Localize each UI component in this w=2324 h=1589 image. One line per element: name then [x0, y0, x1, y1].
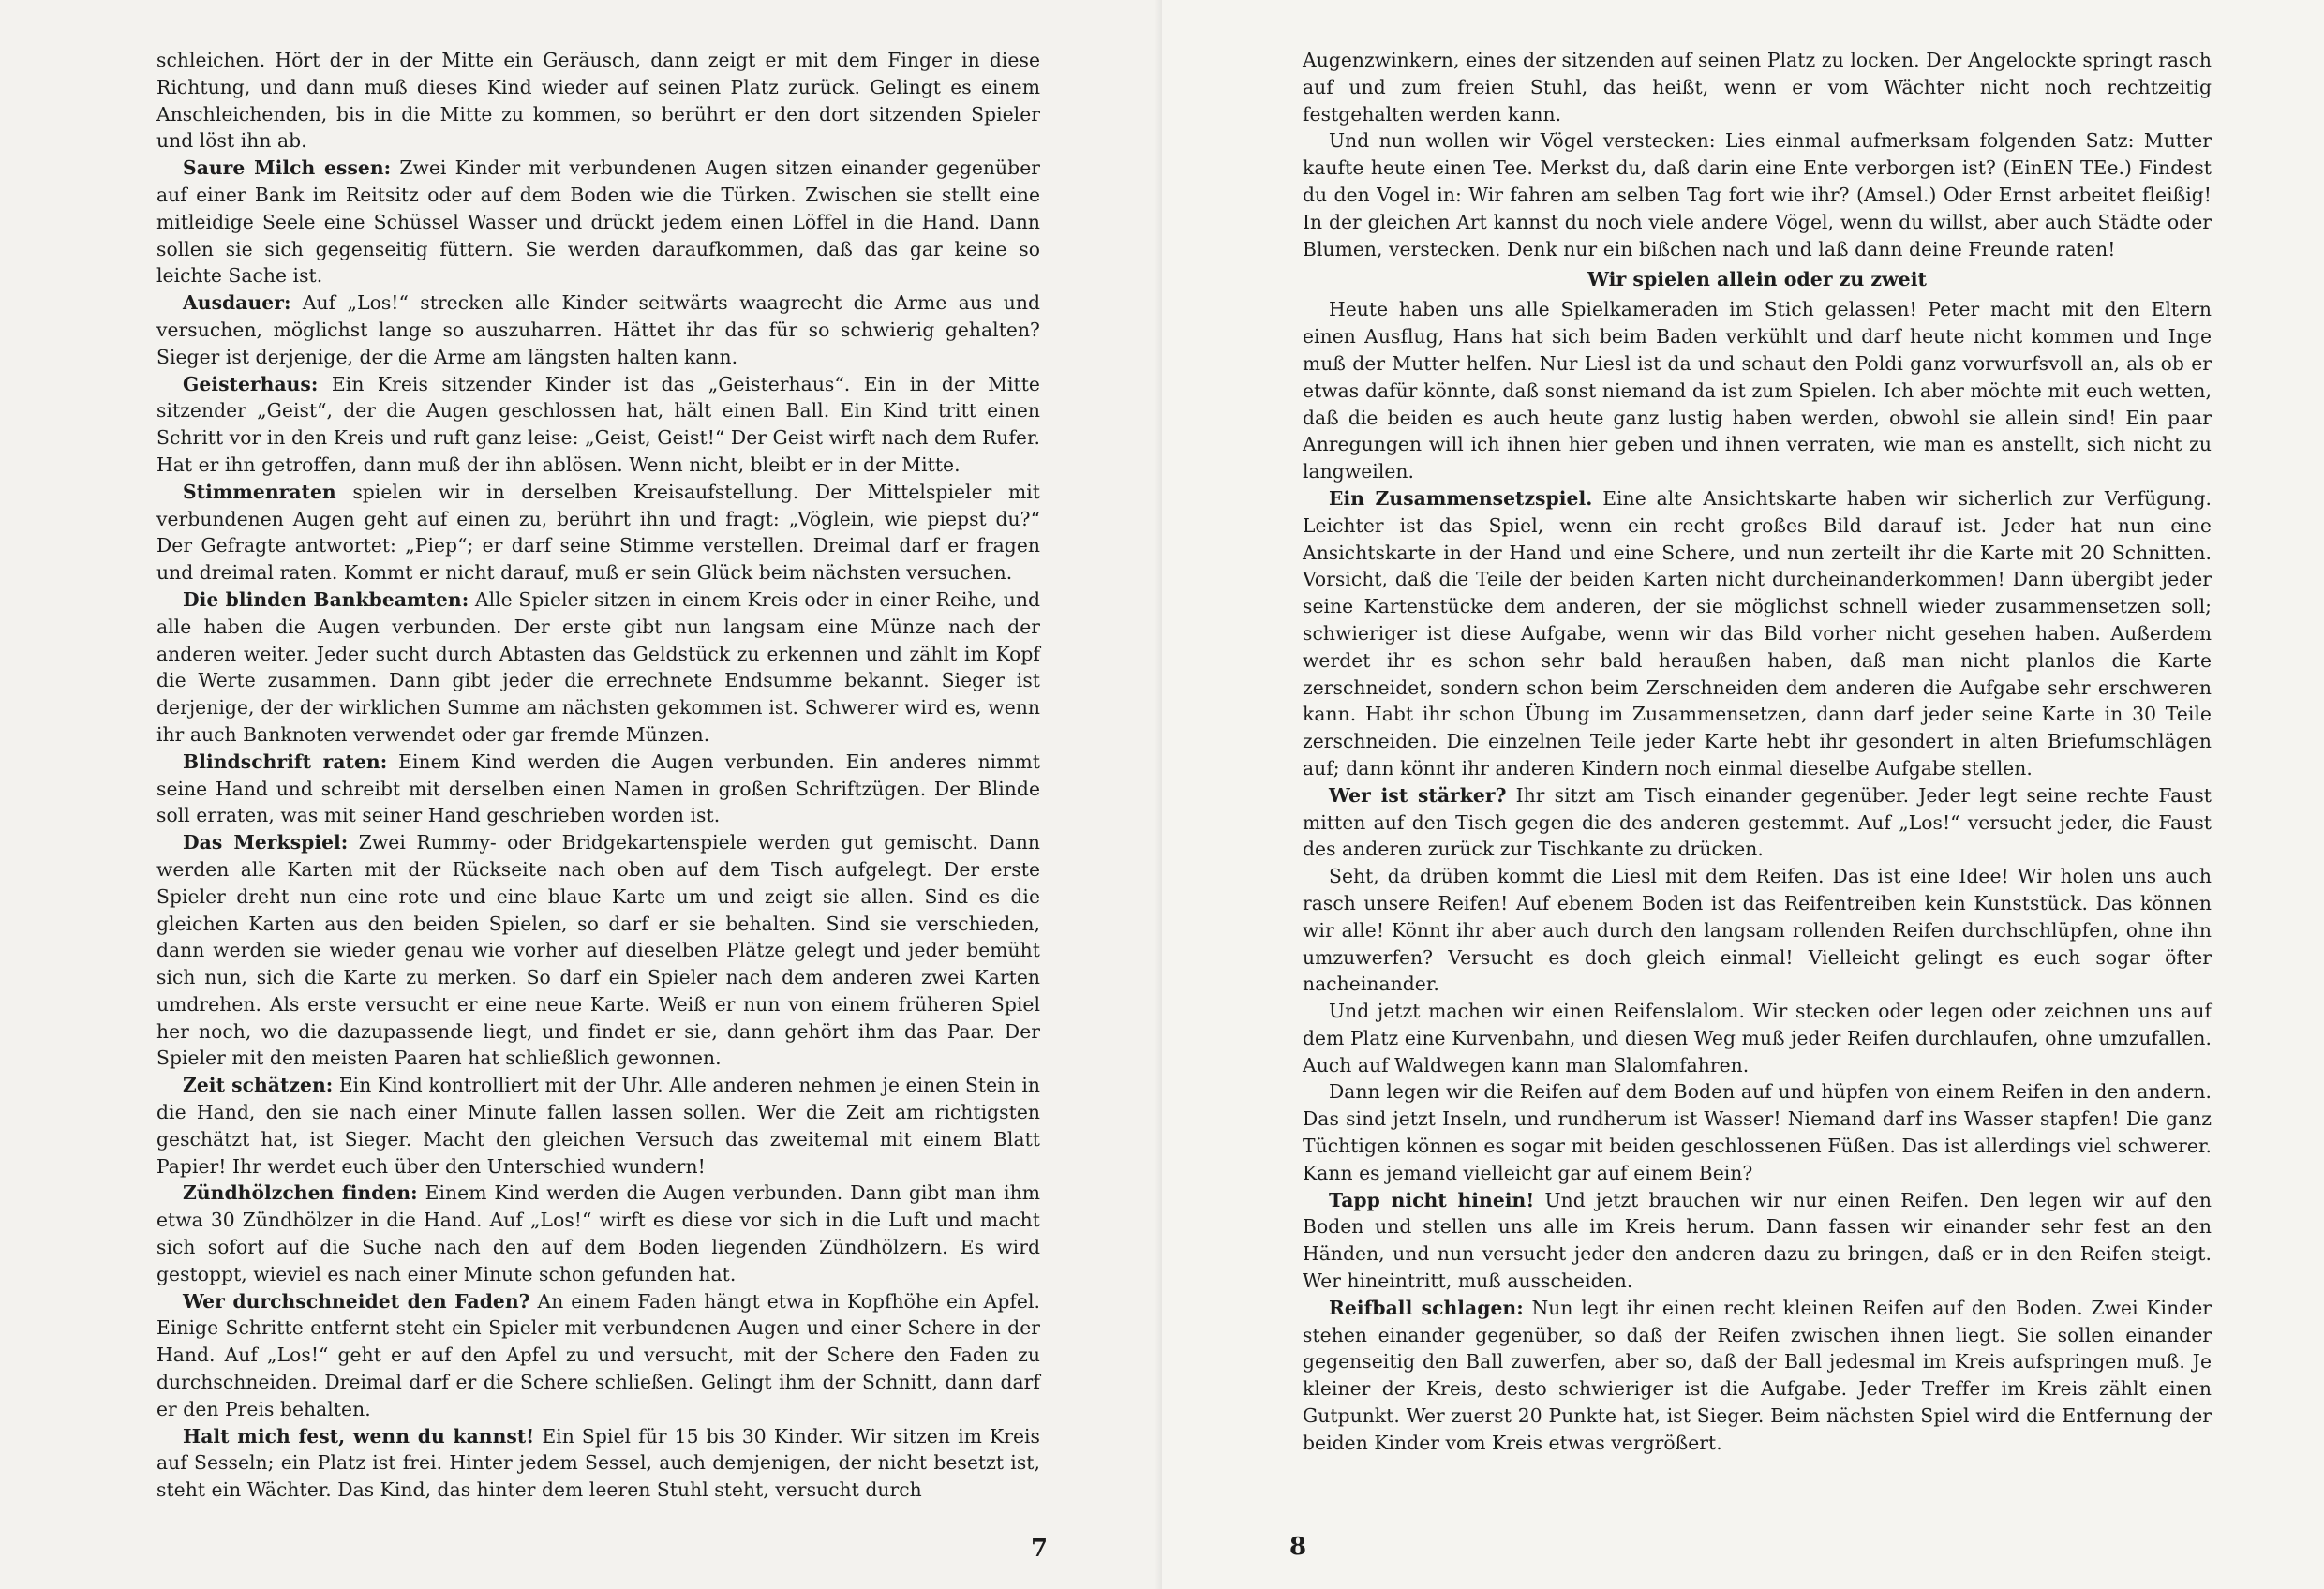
paragraph: Reifball schlagen: Nun legt ihr einen recht kleinen Reifen auf den Boden. Zwei Kinder stehen einander gegenüber, so daß der Reifen zwischen ihnen liegt. Sie sollen einander gegenseitig den Ball zuwerfen, aber so, daß der Ball jedesmal im Kreis aufspringen muß. Je kleiner der Kreis, desto schwieriger ist die Aufgabe. Jeder Treffer im Kreis zählt einen Gutpunkt. Wer zuerst 20 Punkte hat, ist Sieger. Beim nächsten Spiel wird die Entfernung der beiden Kinder vom Kreis etwas vergrößert.	[1303, 1296, 2212, 1454]
paragraph: Wer durchschneidet den Faden? An einem Faden hängt etwa in Kopfhöhe ein Apfel. Einige Schritte entfernt steht ein Spieler mit verbundenen Augen und einer Schere in der Hand. Auf „Los!“ geht er auf den Apfel zu und versucht, mit der Schere den Faden zu durchschneiden. Dreimal darf er die Schere schließen. Gelingt ihm der Schnitt, dann darf er den Preis behalten.	[156, 1289, 1040, 1420]
left-page-text	[156, 47, 1040, 1504]
paragraph: Blindschrift raten: Einem Kind werden die Augen verbunden. Ein anderes nimmt seine Hand und schreibt mit derselben einen Namen in großen Schriftzügen. Der Blinde soll erraten, was mit seiner Hand geschrieben worden ist.	[156, 750, 1040, 827]
paragraph: Zeit schätzen: Ein Kind kontrolliert mit der Uhr. Alle anderen nehmen je einen Stein in die Hand, den sie nach einer Minute fallen lassen sollen. Wer die Zeit am richtigsten geschätzt hat, ist Sieger. Macht den gleichen Versuch das zweitemal mit einem Blatt Papier! Ihr werdet euch über den Unterschied wundern!	[156, 1074, 1041, 1178]
right-page	[1162, 0, 2324, 1589]
paragraph: schleichen. Hört der in der Mitte ein Geräusch, dann zeigt er mit dem Finger in diese Richtung, und dann muß dieses Kind wieder auf seinen Platz zurück. Gelingt es einem Anschleichenden, bis in die Mitte zu kommen, so berührt er den dort sitzenden Spieler und löst ihn ab.	[156, 49, 1040, 153]
paragraph: Stimmenraten spielen wir in derselben Kreisaufstellung. Der Mittelspieler mit verbundenen Augen geht auf einen zu, berührt ihn und fragt: „Vöglein, wie piepst du?“ Der Gefragte antwortet: „Piep“; er darf seine Stimme verstellen. Dreimal darf er fragen und dreimal raten. Kommt er nicht darauf, muß er sein Glück beim nächsten versuchen.	[156, 480, 1040, 585]
game-title: Das Merkspiel:	[183, 831, 349, 854]
paragraph: Dann legen wir die Reifen auf dem Boden auf und hüpfen von einem Reifen in den andern. Das sind jetzt Inseln, und rundherum ist Wasser! Niemand darf ins Wasser stapfen! Die ganz Tüchtigen können es sogar mit beiden geschlossenen Füßen. Das ist allerdings viel schwerer. Kann es jemand vielleicht gar auf einem Bein?	[1303, 1080, 2212, 1184]
right-page-text	[1303, 47, 2212, 1457]
paragraph: Die blinden Bankbeamten: Alle Spieler sitzen in einem Kreis oder in einer Reihe, und alle haben die Augen verbunden. Der erste gibt nun langsam eine Münze nach der anderen weiter. Jeder sucht durch Abtasten das Geldstück zu erkennen und zählt im Kopf die Werte zusammen. Dann gibt jeder die errechnete Endsumme bekannt. Sieger ist derjenige, der der wirklichen Summe am nächsten gekommen ist. Schwerer wird es, wenn ihr auch Banknoten verwendet oder gar fremde Münzen.	[156, 587, 1040, 746]
paragraph: Heute haben uns alle Spielkameraden im Stich gelassen! Peter macht mit den Eltern einen Ausflug, Hans hat sich beim Baden verkühlt und darf heute nicht kommen und Inge muß der Mutter helfen. Nur Liesl ist da und schaut den Poldi ganz vorwurfsvoll an, als ob er etwas dafür könnte, daß sonst niemand da ist zum Spielen. Ich aber möchte mit euch wetten, daß die beiden es auch heute ganz lustig haben werden, obwohl sie allein sind! Ein paar Anregungen will ich ihnen hier geben und ihnen verraten, wie man es anstellt, sich nicht zu langweilen.	[1303, 298, 2212, 483]
game-title: Ausdauer:	[183, 291, 291, 315]
section-heading: Wir spielen allein oder zu zweit	[1587, 268, 1927, 291]
paragraph: Zündhölzchen finden: Einem Kind werden die Augen verbunden. Dann gibt man ihm etwa 30 Zündhölzer in die Hand. Auf „Los!“ wirft es diese vor sich in die Luft und macht sich sofort auf die Suche nach den auf dem Boden liegenden Zündhölzern. Es wird gestoppt, wieviel es nach einer Minute schon gefunden hat.	[156, 1181, 1040, 1285]
game-title: Zeit schätzen:	[183, 1074, 334, 1097]
paragraph: Augenzwinkern, eines der sitzenden auf seinen Platz zu locken. Der Angelockte springt rasch auf und zum freien Stuhl, das heißt, wenn er vom Wächter nicht noch rechtzeitig festgehalten werden kann.	[1303, 49, 2212, 126]
paragraph: Tapp nicht hinein! Und jetzt brauchen wir nur einen Reifen. Den legen wir auf den Boden und stellen uns alle im Kreis herum. Dann fassen wir einander sehr fest an den Händen, und nun versucht jeder den anderen dazu zu bringen, daß er in den Reifen steigt. Wer hineintritt, muß ausscheiden.	[1303, 1188, 2212, 1293]
game-title: Reifball schlagen:	[1329, 1296, 1524, 1319]
paragraph: Wer ist stärker? Ihr sitzt am Tisch einander gegenüber. Jeder legt seine rechte Faust mitten auf den Tisch gegen die des anderen gestemmt. Auf „Los!“ versucht jeder, die Faust des anderen zurück zur Tischkante zu drücken.	[1303, 783, 2212, 861]
game-title: Tapp nicht hinein!	[1329, 1188, 1535, 1211]
game-title: Wer ist stärker?	[1329, 783, 1507, 807]
game-title: Halt mich fest, wenn du kannst!	[183, 1424, 535, 1448]
game-title: Ein Zusammensetzspiel.	[1329, 486, 1593, 510]
paragraph: Halt mich fest, wenn du kannst! Ein Spiel für 15 bis 30 Kinder. Wir sitzen im Kreis auf Sesseln; ein Platz ist frei. Hinter jedem Sessel, auch demjenigen, der nicht besetzt ist, steht ein Wächter. Das Kind, das hinter dem leeren Stuhl steht, versucht durch	[156, 1424, 1040, 1502]
paragraph: Ausdauer: Auf „Los!“ strecken alle Kinder seitwärts waagrecht die Arme aus und versuchen, möglichst lange so auszuharren. Hättet ihr das für so schwierig gehalten? Sieger ist derjenige, der die Arme am längsten halten kann.	[156, 291, 1040, 368]
game-title: Wer durchschneidet den Faden?	[183, 1289, 530, 1313]
paragraph: Ein Zusammensetzspiel. Eine alte Ansichtskarte haben wir sicherlich zur Verfügung. Leichter ist das Spiel, wenn ein recht großes Bild darauf ist. Jeder hat nun eine Ansichtskarte in der Hand und eine Schere, und nun zerteilt ihr die Karte mit 20 Schnitten. Vorsicht, daß die Teile der beiden Karten nicht durcheinanderkommen! Dann übergibt jeder seine Kartenstücke dem anderen, der sie möglichst schnell wieder zusammensetzen soll; schwieriger ist diese Aufgabe, wenn wir das Bild vorher nicht gesehen haben. Außerdem werdet ihr es schon sehr bald heraußen haben, daß man nicht planlos die Karte zerschneidet, sondern schon beim Zerschneiden dem anderen die Aufgabe sehr erschweren kann. Habt ihr schon Übung im Zusammensetzen, dann darf jeder seine Karte in 30 Teile zerschneiden. Die einzelnen Teile jeder Karte hebt ihr gesondert in alten Briefumschlägen auf; dann könnt ihr anderen Kindern noch einmal dieselbe Aufgabe stellen.	[1303, 486, 2212, 780]
paragraph: Seht, da drüben kommt die Liesl mit dem Reifen. Das ist eine Idee! Wir holen uns auch rasch unsere Reifen! Auf ebenem Boden ist das Reifentreiben kein Kunststück. Das können wir alle! Könnt ihr aber auch durch den langsam rollenden Reifen durchschlüpfen, ohne ihn umzuwerfen? Versucht es doch gleich einmal! Vielleicht gelingt es euch sogar öfter nacheinander.	[1303, 865, 2212, 996]
game-title: Saure Milch essen:	[183, 156, 392, 180]
game-title: Blindschrift raten:	[183, 750, 388, 773]
game-title: Die blinden Bankbeamten:	[183, 587, 469, 611]
paragraph: Und nun wollen wir Vögel verstecken: Lies einmal aufmerksam folgenden Satz: Mutter kaufte heute einen Tee. Merkst du, daß darin eine Ente verborgen ist? (EinEN TEe.) Findest du den Vogel in: Wir fahren am selben Tag fort wie ihr? (Amsel.) Oder Ernst arbeitet fleißig! In der gleichen Art kannst du noch viele andere Vögel, wenn du willst, aber auch Städte oder Blumen, verstecken. Denk nur ein bißchen nach und laß dann deine Freunde raten!	[1303, 129, 2212, 260]
page-number: 8	[1289, 1533, 1307, 1561]
page-number: 7	[1031, 1535, 1049, 1563]
paragraph: Und jetzt machen wir einen Reifenslalom. Wir stecken oder legen oder zeichnen uns auf dem Platz eine Kurvenbahn, und diesen Weg muß jeder Reifen durchlaufen, ohne umzufallen. Auch auf Waldwegen kann man Slalomfahren.	[1303, 1000, 2212, 1077]
paragraph: Saure Milch essen: Zwei Kinder mit verbundenen Augen sitzen einander gegenüber auf einer Bank im Reitsitz oder auf dem Boden wie die Türken. Zwischen sie stellt eine mitleidige Seele eine Schüssel Wasser und drückt jedem einen Löffel in die Hand. Dann sollen sie sich gegenseitig füttern. Sie werden daraufkommen, daß das gar keine so leichte Sache ist.	[156, 156, 1040, 288]
game-title: Zündhölzchen finden:	[183, 1181, 418, 1205]
game-title: Stimmenraten	[183, 480, 336, 503]
paragraph: Das Merkspiel: Zwei Rummy- oder Bridgekartenspiele werden gut gemischt. Dann werden alle Karten mit der Rückseite nach oben auf dem Tisch aufgelegt. Der erste Spieler dreht nun eine rote und eine blaue Karte um und zeigt sie allen. Sind es die gleichen Karten aus den beiden Spielen, so darf er sie behalten. Sind sie verschieden, dann werden sie wieder genau wie vorher auf dieselben Plätze gelegt und jeder bemüht sich nun, sich die Karte zu merken. So darf ein Spieler nach dem anderen zwei Karten umdrehen. Als erste versucht er eine neue Karte. Weiß er nun von einem früheren Spiel her noch, wo die dazupassende liegt, und findet er sie, dann gehört ihm das Paar. Der Spieler mit den meisten Paaren hat schließlich gewonnen.	[156, 831, 1040, 1070]
paragraph: Geisterhaus: Ein Kreis sitzender Kinder ist das „Geisterhaus“. Ein in der Mitte sitzender „Geist“, der die Augen geschlossen hat, hält einen Ball. Ein Kind tritt einen Schritt vor in den Kreis und ruft ganz leise: „Geist, Geist!“ Der Geist wirft nach dem Rufer. Hat er ihn getroffen, dann muß der ihn ablösen. Wenn nicht, bleibt er in der Mitte.	[156, 372, 1040, 476]
game-title: Geisterhaus:	[183, 372, 319, 395]
